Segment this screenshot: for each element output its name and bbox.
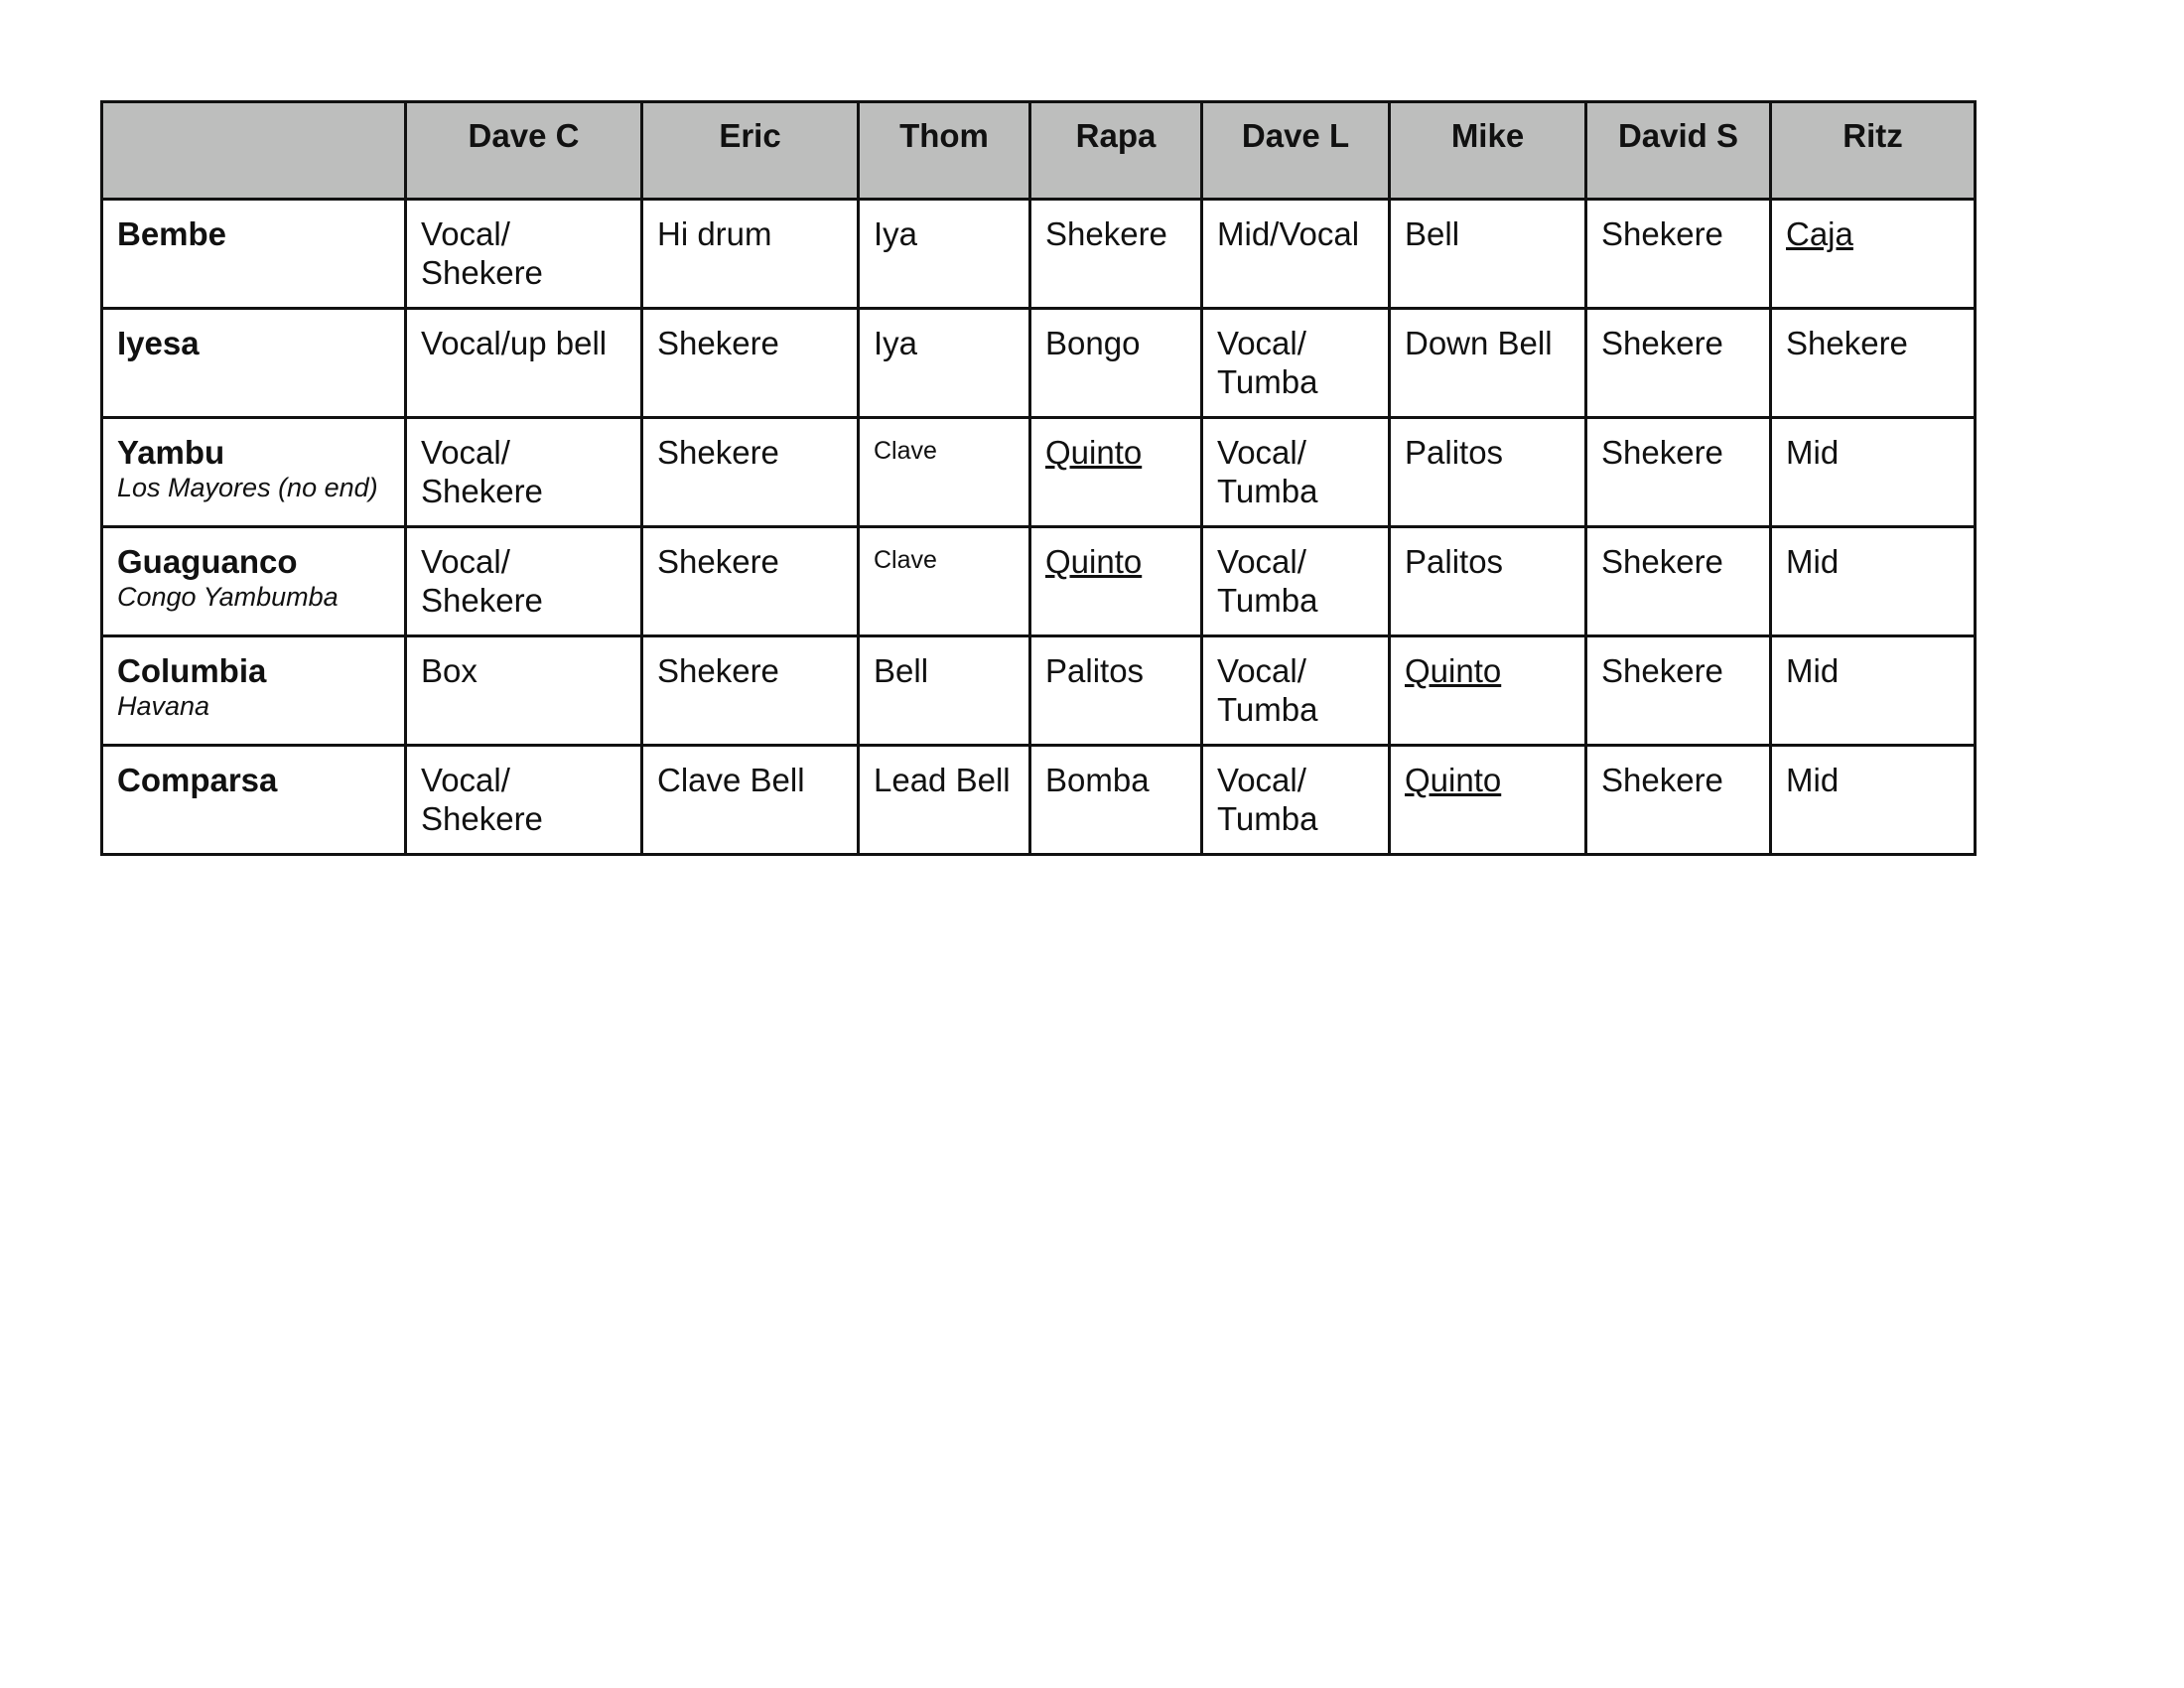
row-subtitle: Los Mayores (no end) (117, 473, 378, 502)
table-row (102, 418, 1976, 527)
row-name: Iyesa (117, 325, 200, 361)
cell-text: Shekere (1601, 215, 1723, 252)
cell-text: Down Bell (1405, 325, 1553, 361)
table-cell (1030, 746, 1202, 855)
cell-text: Palitos (1405, 543, 1504, 580)
table-cell (1390, 527, 1586, 636)
table-cell (642, 309, 859, 418)
cell-text: Mid/Vocal (1217, 215, 1360, 252)
row-name: Columbia (117, 652, 267, 689)
cell-text: Vocal/ Tumba (1217, 762, 1318, 837)
cell-text: Iya (874, 325, 918, 361)
table-cell (1030, 309, 1202, 418)
table-cell (642, 200, 859, 309)
cell-text: Mid (1786, 543, 1840, 580)
table-cell (1030, 527, 1202, 636)
table-cell (642, 418, 859, 527)
table-row (102, 746, 1976, 855)
cell-text: Clave (874, 437, 937, 465)
header-cell-mike: Mike (1390, 102, 1586, 200)
table-cell (1030, 418, 1202, 527)
table-cell (1202, 636, 1390, 746)
table-cell (1771, 527, 1976, 636)
table-cell (859, 200, 1030, 309)
cell-text: Mid (1786, 434, 1840, 471)
cell-text: Caja (1786, 215, 1853, 252)
table-cell (642, 527, 859, 636)
cell-text: Vocal/ Shekere (421, 215, 543, 291)
row-subtitle: Havana (117, 691, 210, 721)
cell-text: Quinto (1045, 543, 1143, 580)
table-cell (1586, 200, 1771, 309)
cell-text: Bell (1405, 215, 1460, 252)
cell-text: Shekere (1601, 652, 1723, 689)
table-row (102, 527, 1976, 636)
cell-text: Lead Bell (874, 762, 1011, 798)
table-cell (1030, 200, 1202, 309)
cell-text: Bomba (1045, 762, 1150, 798)
row-subtitle: Congo Yambumba (117, 582, 339, 612)
cell-text: Vocal/ Tumba (1217, 652, 1318, 728)
table-cell (859, 636, 1030, 746)
table-cell (1202, 418, 1390, 527)
cell-text: Quinto (1405, 652, 1502, 689)
header-cell-corner (102, 102, 406, 200)
cell-text: Vocal/ Shekere (421, 762, 543, 837)
cell-text: Bongo (1045, 325, 1141, 361)
cell-text: Shekere (657, 652, 779, 689)
header-cell-david-s: David S (1586, 102, 1771, 200)
table-cell (1202, 309, 1390, 418)
cell-text: Vocal/up bell (421, 325, 608, 361)
table-row (102, 309, 1976, 418)
table-cell (859, 418, 1030, 527)
table-cell (406, 200, 642, 309)
table-cell (406, 309, 642, 418)
cell-text: Shekere (657, 543, 779, 580)
table-cell (642, 746, 859, 855)
cell-text: Quinto (1045, 434, 1143, 471)
cell-text: Iya (874, 215, 918, 252)
row-header-cell (102, 746, 406, 855)
header-cell-thom: Thom (859, 102, 1030, 200)
table-cell (1202, 527, 1390, 636)
table-cell (1586, 309, 1771, 418)
cell-text: Shekere (657, 325, 779, 361)
table-cell (1390, 200, 1586, 309)
table-cell (642, 636, 859, 746)
table-header (102, 102, 1976, 200)
cell-text: Vocal/ Tumba (1217, 325, 1318, 400)
header-cell-eric: Eric (642, 102, 859, 200)
cell-text: Shekere (1045, 215, 1167, 252)
table-cell (1771, 418, 1976, 527)
table-cell (406, 636, 642, 746)
row-name: Yambu (117, 434, 225, 471)
cell-text: Quinto (1405, 762, 1502, 798)
table-cell (1030, 636, 1202, 746)
table-cell (1586, 418, 1771, 527)
table-cell (859, 527, 1030, 636)
header-cell-dave-c: Dave C (406, 102, 642, 200)
cell-text: Box (421, 652, 478, 689)
cell-text: Shekere (1601, 434, 1723, 471)
table-cell (1390, 418, 1586, 527)
table-cell (1771, 636, 1976, 746)
table-cell (1771, 200, 1976, 309)
cell-text: Shekere (657, 434, 779, 471)
table-cell (406, 418, 642, 527)
cell-text: Clave (874, 546, 937, 574)
table-cell (1390, 746, 1586, 855)
header-row (102, 102, 1976, 200)
cell-text: Palitos (1045, 652, 1145, 689)
table-cell (1586, 527, 1771, 636)
table-cell (1390, 636, 1586, 746)
table-row (102, 200, 1976, 309)
row-header-cell (102, 527, 406, 636)
header-cell-ritz: Ritz (1771, 102, 1976, 200)
row-header-cell (102, 418, 406, 527)
row-header-cell (102, 309, 406, 418)
table-cell (406, 746, 642, 855)
cell-text: Shekere (1786, 325, 1908, 361)
table-cell (1390, 309, 1586, 418)
cell-text: Clave Bell (657, 762, 805, 798)
cell-text: Mid (1786, 652, 1840, 689)
table-cell (859, 309, 1030, 418)
table-body (102, 200, 1976, 855)
table-cell (1586, 636, 1771, 746)
table-cell (1771, 746, 1976, 855)
table-cell (406, 527, 642, 636)
assignment-table (100, 100, 1977, 856)
cell-text: Vocal/ Shekere (421, 543, 543, 619)
table-cell (1202, 200, 1390, 309)
cell-text: Vocal/ Tumba (1217, 543, 1318, 619)
table-cell (859, 746, 1030, 855)
cell-text: Hi drum (657, 215, 772, 252)
row-name: Bembe (117, 215, 227, 252)
table-cell (1771, 309, 1976, 418)
row-name: Comparsa (117, 762, 278, 798)
table-cell (1586, 746, 1771, 855)
row-header-cell (102, 200, 406, 309)
table-cell (1202, 746, 1390, 855)
cell-text: Bell (874, 652, 929, 689)
cell-text: Shekere (1601, 325, 1723, 361)
cell-text: Vocal/ Tumba (1217, 434, 1318, 509)
table-row (102, 636, 1976, 746)
header-cell-dave-l: Dave L (1202, 102, 1390, 200)
row-name: Guaguanco (117, 543, 298, 580)
row-header-cell (102, 636, 406, 746)
cell-text: Palitos (1405, 434, 1504, 471)
cell-text: Shekere (1601, 543, 1723, 580)
cell-text: Shekere (1601, 762, 1723, 798)
cell-text: Vocal/ Shekere (421, 434, 543, 509)
header-cell-rapa: Rapa (1030, 102, 1202, 200)
cell-text: Mid (1786, 762, 1840, 798)
